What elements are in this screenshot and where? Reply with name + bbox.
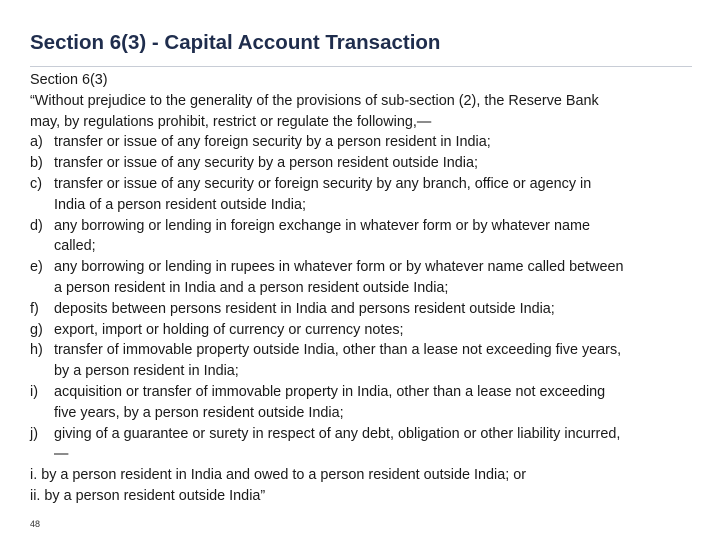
clause-line: giving of a guarantee or surety in respect of any debt, obligation or other liability incurred, <box>54 425 621 442</box>
title-divider <box>30 66 692 67</box>
clause-line: transfer or issue of any security by a person resident outside India; <box>54 155 478 172</box>
clause-line: export, import or holding of currency or currency notes; <box>54 321 404 338</box>
closing-line: ii. by a person resident outside India” <box>30 487 266 504</box>
intro-line: may, by regulations prohibit, restrict or regulate the following,— <box>30 113 432 130</box>
clause-text <box>54 132 695 153</box>
clause-line: deposits between persons resident in India and persons resident outside India; <box>54 300 555 317</box>
clause-line: by a person resident in India; <box>54 363 239 380</box>
clause-line: transfer or issue of any security or foreign security by any branch, office or agency in <box>54 175 592 192</box>
clause-marker: e) <box>30 259 43 276</box>
clause-line: transfer of immovable property outside India, other than a lease not exceeding five years, <box>54 342 622 359</box>
clause-item <box>30 299 695 320</box>
clause-text <box>54 174 695 216</box>
clause-marker: d) <box>30 217 43 234</box>
clause-text <box>54 257 695 299</box>
clause-item <box>30 382 695 424</box>
clause-line: five years, by a person resident outside India; <box>54 404 344 421</box>
closing-paragraph <box>30 465 695 507</box>
clause-marker: c) <box>30 175 42 192</box>
intro-line: “Without prejudice to the generality of the provisions of sub-section (2), the Reserve Bank <box>30 92 599 109</box>
clause-item <box>30 424 695 466</box>
clause-item <box>30 340 695 382</box>
clause-list <box>30 132 695 465</box>
clause-marker: a) <box>30 134 43 151</box>
clause-text <box>54 320 695 341</box>
clause-line: transfer or issue of any foreign security by a person resident in India; <box>54 134 491 151</box>
clause-item <box>30 132 695 153</box>
clause-line: a person resident in India and a person resident outside India; <box>54 279 449 296</box>
intro-paragraph <box>30 91 695 133</box>
clause-line: acquisition or transfer of immovable property in India, other than a lease not exceeding <box>54 383 606 400</box>
clause-marker: i) <box>30 383 38 400</box>
clause-item <box>30 216 695 258</box>
page-number: 48 <box>30 519 41 529</box>
clause-line: called; <box>54 238 96 255</box>
clause-marker: f) <box>30 300 39 317</box>
clause-item <box>30 257 695 299</box>
clause-line: any borrowing or lending in foreign exchange in whatever form or by whatever name <box>54 217 590 234</box>
clause-item <box>30 174 695 216</box>
slide-content <box>30 70 695 507</box>
clause-text <box>54 382 695 424</box>
clause-text <box>54 340 695 382</box>
clause-item <box>30 320 695 341</box>
clause-marker: b) <box>30 155 43 172</box>
clause-line: — <box>54 446 69 463</box>
closing-line: i. by a person resident in India and owed to a person resident outside India; or <box>30 467 526 484</box>
slide-title: Section 6(3) - Capital Account Transaction <box>30 31 441 54</box>
clause-line: India of a person resident outside India; <box>54 196 307 213</box>
section-heading: Section 6(3) <box>30 72 108 88</box>
clause-marker: g) <box>30 321 43 338</box>
clause-text <box>54 153 695 174</box>
clause-line: any borrowing or lending in rupees in whatever form or by whatever name called between <box>54 259 624 276</box>
clause-text <box>54 424 695 466</box>
clause-marker: h) <box>30 342 43 359</box>
clause-marker: j) <box>30 425 38 442</box>
clause-text <box>54 299 695 320</box>
clause-text <box>54 216 695 258</box>
clause-item <box>30 153 695 174</box>
